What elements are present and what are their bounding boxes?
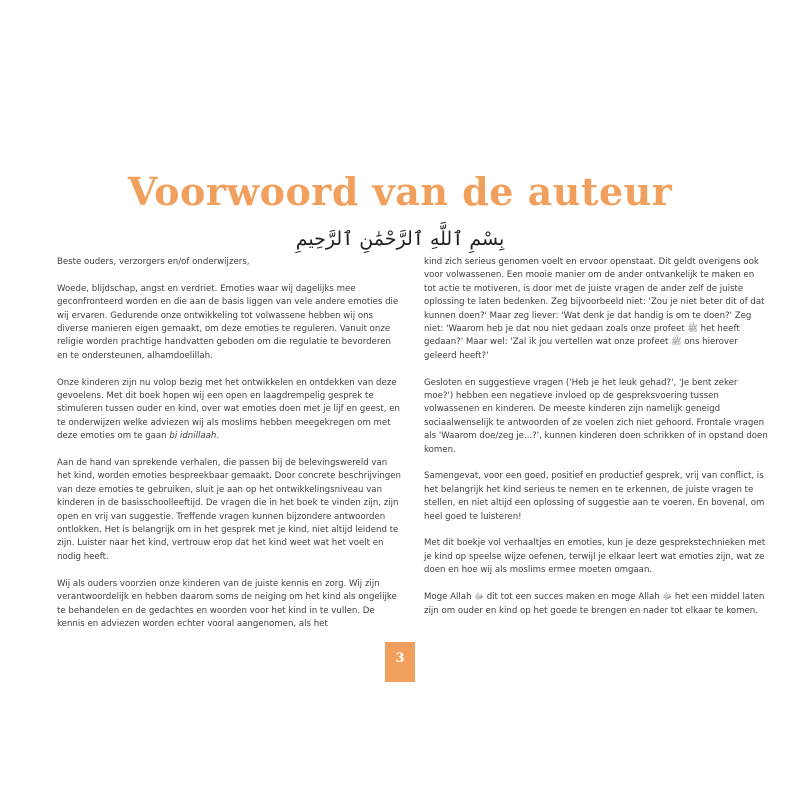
glorification-symbol: ﷻ [474, 592, 484, 603]
italic-phrase: bi idnillaah [169, 431, 217, 442]
paragraph-text: dit tot een succes maken en moge Allah [486, 592, 660, 603]
paragraph [57, 377, 401, 444]
paragraph-text: kind zich serieus genomen voelt en ervoor openstaat. Dit geldt overigens ook voor volwassenen. Een mooie manier om de ander ontvankelijk te maken en tot actie te motiveren, is door met de juiste vragen de ander zelf de juiste oplossing te laten bedenken. Zeg bijvoorbeeld niet: 'Zou je niet beter dit of dat kunnen doen?' Maar zeg liever: 'Wat denk je dat handig is om te doen?' Zeg niet: 'Waarom heb je dat nou niet gedaan zoals onze profeet [424, 257, 765, 335]
salutation: Beste ouders, verzorgers en/of onderwijzers, [57, 257, 250, 267]
paragraph: Gesloten en suggestieve vragen ('Heb je het leuk gehad?', 'Je bent zeker moe?') hebben een negatieve invloed op de gespreksvoering tussen volwassenen en kinderen. De meeste kinderen zijn namelijk geneigd sociaalwenselijk te antwoorden of ze voelen zich niet gehoord. Frontale vragen als 'Waarom doe/zeg je...?', kunnen kinderen doen schrikken of in opstand doen komen. [424, 377, 768, 455]
bismillah-text: بِسْمِ ٱللَّهِ ٱلرَّحْمَٰنِ ٱلرَّحِيمِ [295, 228, 505, 250]
paragraph: Met dit boekje vol verhaaltjes en emoties, kun je deze gesprekstechnieken met je kind op speelse wijze oefenen, terwijl je elkaar leert wat emoties zijn, wat ze doen en hoe wij als moslims ermee moeten omgaan. [424, 538, 766, 576]
left-column [57, 256, 401, 645]
paragraph-end: . [216, 431, 220, 442]
salawat-symbol: ﷺ [671, 337, 682, 348]
glorification-symbol: ﷻ [662, 592, 673, 603]
paragraph-text: Moge Allah [424, 592, 472, 603]
paragraph-text: Onze kinderen zijn nu volop bezig met het ontwikkelen en ontdekken van deze gevoelens. Met dit boek hopen wij een open en laagdrempelig gesprek te stimuleren tussen ouder en kind, over wat emoties doen met je lijf en geest, en te onderwijzen welke adviezen wij als moslims hebben meegekregen om met deze emoties om te gaan [57, 377, 400, 442]
paragraph: Aan de hand van sprekende verhalen, die passen bij de belevingswereld van het kind, worden emoties bespreekbaar gemaakt. Door concrete beschrijvingen van deze emoties te gebruiken, sluit je aan op het ontwikkelingsniveau van kinderen in de basisschoolleeftijd. De vragen die in het boek te vinden zijn, zijn open en vrij van suggestie. Treffende vragen kunnen bijzondere antwoorden ontlokken. Het is belangrijk om in het gesprek met je kind, niet altijd leidend te zijn. Luister naar het kind, vertrouw erop dat het kind weet wat het voelt en nodig heeft. [57, 458, 401, 562]
paragraph-text: het een middel laten zijn om ouder en kind op het goede te brengen en nader tot elkaar te komen. [424, 592, 765, 616]
page-title: Voorwoord van de auteur [127, 169, 673, 214]
page-number-badge: 3 [385, 642, 415, 682]
paragraph: Samengevat, voor een goed, positief en productief gesprek, vrij van conflict, is het belangrijk het kind serieus te nemen en te erkennen, de juiste vragen te stellen, en niet altijd een oplossing of suggestie aan te voeren. En bovenal, om heel goed te luisteren! [424, 471, 765, 522]
paragraph [424, 591, 768, 618]
paragraph-text: het heeft gedaan?' Maar wel: 'Zal ik jou vertellen wat onze profeet [424, 324, 740, 348]
paragraph: Wij als ouders voorzien onze kinderen van de juiste kennis en zorg. Wij zijn verantwoordelijk en hebben daarom soms de neiging om het kind als ongelijke te behandelen en de gedachtes en woorden voor het kind in te vullen. De kennis en adviezen worden echter vooral aangenomen, als het [57, 578, 397, 629]
paragraph: Woede, blijdschap, angst en verdriet. Emoties waar wij dagelijks mee geconfronteerd worden en die aan de basis liggen van vele andere emoties die wij ervaren. Gedurende onze ontwikkeling tot volwassene hebben wij ons diverse manieren eigen gemaakt, om deze emoties te reguleren. Vanuit onze religie worden prachtige handvatten geboden om die regulatie te bevorderen en te ondersteunen, alhamdoelillah. [57, 283, 399, 361]
right-column [424, 256, 768, 631]
paragraph-text: ons hierover geleerd heeft?' [424, 337, 738, 361]
salawat-symbol: ﷺ [687, 324, 698, 335]
paragraph [424, 256, 768, 363]
